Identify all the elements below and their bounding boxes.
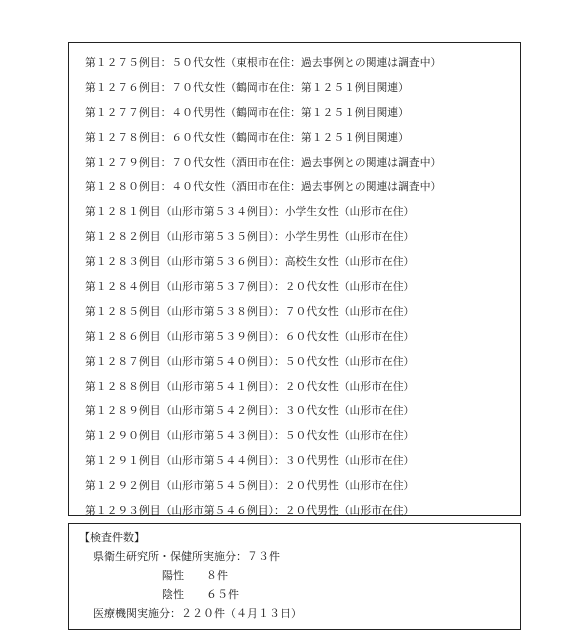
case-row: 第１２８３例目（山形市第５３６例目）：高校生女性（山形市在住）: [85, 255, 415, 269]
case-row: 第１２８９例目（山形市第５４２例目）：３０代女性（山形市在住）: [85, 404, 415, 418]
case-row: 第１２８５例目（山形市第５３８例目）：７０代女性（山形市在住）: [85, 304, 415, 318]
case-row: 第１２９１例目（山形市第５４４例目）：３０代男性（山形市在住）: [85, 454, 415, 468]
case-row: 第１２８１例目（山形市第５３４例目）：小学生女性（山形市在住）: [85, 205, 415, 219]
case-row: 第１２７５例目：５０代女性（東根市在住：過去事例との関連は調査中）: [85, 56, 442, 69]
case-row: 第１２９０例目（山形市第５４３例目）：５０代女性（山形市在住）: [85, 429, 415, 443]
medical-test-count: 医療機関実施分：２２０件（４月１３日）: [93, 607, 302, 620]
case-row: 第１２７８例目：６０代女性（鶴岡市在住：第１２５１例目関連）: [85, 130, 409, 144]
test-count-header: 【検査件数】: [79, 531, 145, 544]
lab-test-count: 県衛生研究所・保健所実施分：７３件: [93, 550, 280, 563]
positive-count: 陽性 ８件: [162, 569, 228, 582]
case-row: 第１２８２例目（山形市第５３５例目）：小学生男性（山形市在住）: [85, 230, 415, 244]
case-row: 第１２８６例目（山形市第５３９例目）：６０代女性（山形市在住）: [85, 329, 415, 343]
negative-count: 陰性 ６５件: [162, 588, 239, 601]
case-row: 第１２９２例目（山形市第５４５例目）：２０代男性（山形市在住）: [85, 479, 415, 493]
case-row: 第１２８０例目：４０代女性（酒田市在住：過去事例との関連は調査中）: [85, 180, 442, 194]
case-row: 第１２９３例目（山形市第５４６例目）：２０代男性（山形市在住）: [85, 504, 415, 518]
case-row: 第１２７９例目：７０代女性（酒田市在住：過去事例との関連は調査中）: [85, 155, 442, 169]
case-row: 第１２７６例目：７０代女性（鶴岡市在住：第１２５１例目関連）: [85, 80, 409, 94]
case-row: 第１２７７例目：４０代男性（鶴岡市在住：第１２５１例目関連）: [85, 105, 409, 119]
case-row: 第１２８７例目（山形市第５４０例目）：５０代女性（山形市在住）: [85, 354, 415, 368]
case-row: 第１２８８例目（山形市第５４１例目）：２０代女性（山形市在住）: [85, 379, 415, 393]
test-count-box: [68, 523, 521, 630]
case-list: [68, 42, 521, 516]
case-row: 第１２８４例目（山形市第５３７例目）：２０代女性（山形市在住）: [85, 280, 415, 294]
